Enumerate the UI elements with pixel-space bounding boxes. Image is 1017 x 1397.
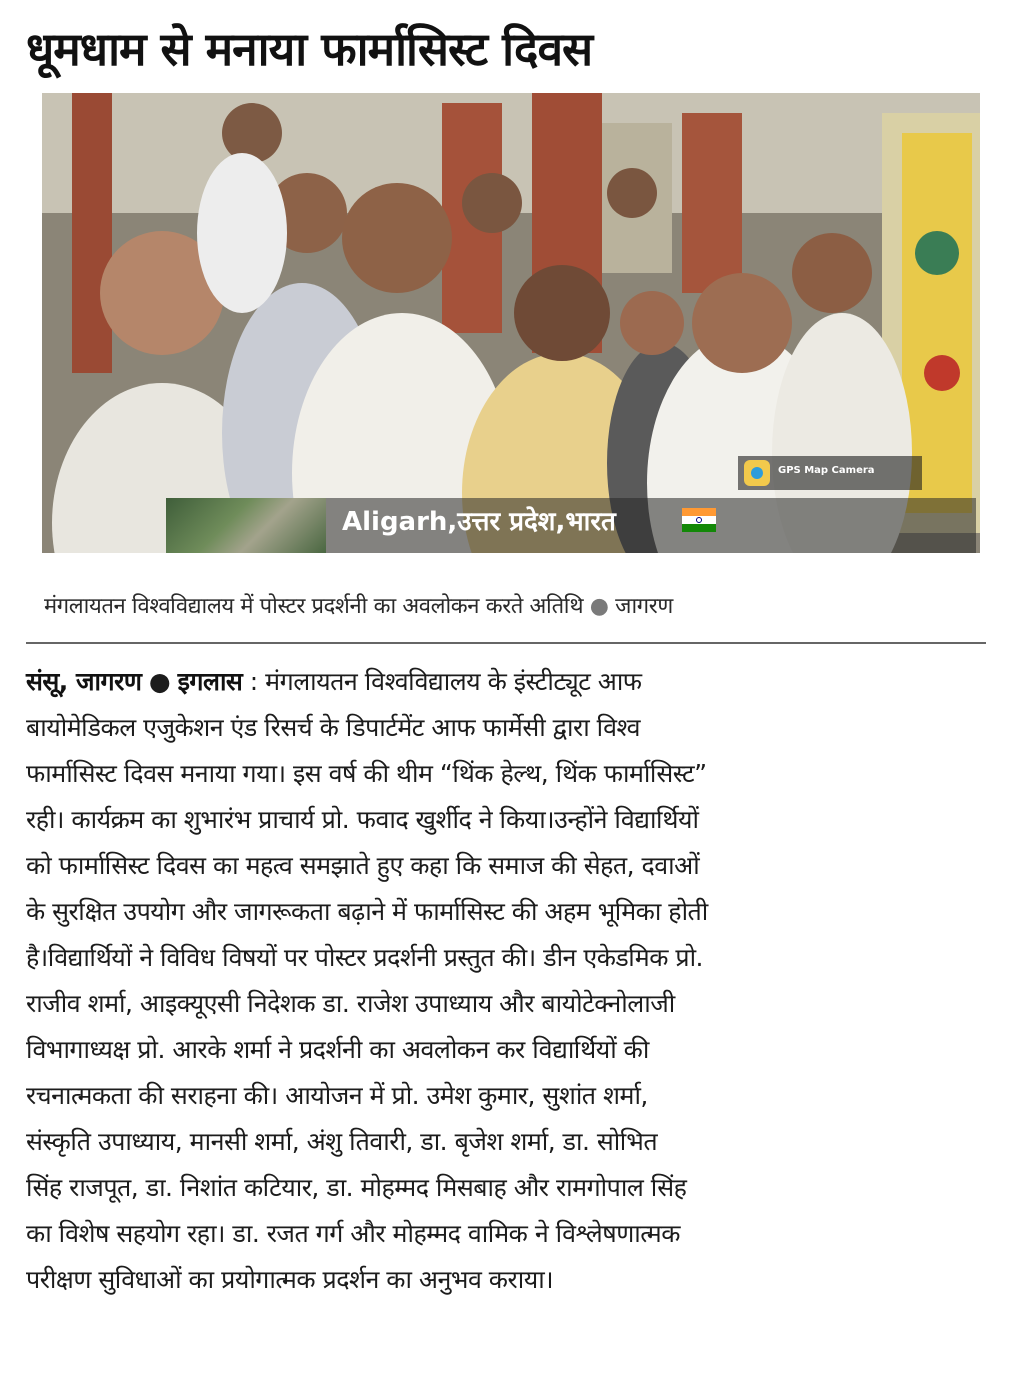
article-line: राजीव शर्मा, आइक्यूएसी निदेशक डा. राजेश उपाध्याय और बायोटेक्नोलाजी	[26, 989, 675, 1018]
divider	[26, 642, 986, 644]
caption-text: मंगलायतन विश्वविद्यालय में पोस्टर प्रदर्शनी का अवलोकन करते अतिथि	[44, 594, 584, 619]
article-line: सिंह राजपूत, डा. निशांत कटियार, डा. मोहम्मद मिसबाह और रामगोपाल सिंह	[26, 1173, 687, 1202]
article-line: परीक्षण सुविधाओं का प्रयोगात्मक प्रदर्शन का अनुभव कराया।	[26, 1265, 554, 1294]
photo-caption	[44, 586, 984, 628]
camera-app-label: GPS Map Camera	[778, 465, 875, 476]
location-stamp	[166, 498, 976, 553]
map-thumbnail	[166, 498, 326, 553]
dateline: इगलास	[177, 667, 243, 696]
location-text: Aligarh,उत्तर प्रदेश,भारत	[342, 507, 616, 537]
article-line-text: मंगलायतन विश्वविद्यालय के इंस्टीट्यूट आफ	[265, 667, 642, 696]
article-line: रचनात्मकता की सराहना की। आयोजन में प्रो. उमेश कुमार, सुशांत शर्मा,	[26, 1081, 648, 1110]
news-photo	[42, 93, 980, 553]
dateline-separator: :	[249, 667, 258, 696]
article-body	[26, 659, 991, 1303]
article-line: है।विद्यार्थियों ने विविध विषयों पर पोस्टर प्रदर्शनी प्रस्तुत की। डीन एकेडमिक प्रो.	[26, 943, 703, 972]
article-line: को फार्मासिस्ट दिवस का महत्व समझाते हुए कहा कि समाज की सेहत, दवाओं	[26, 851, 700, 880]
article-line	[26, 659, 991, 705]
article-line: बायोमेडिकल एजुकेशन एंड रिसर्च के डिपार्टमेंट आफ फार्मेसी द्वारा विश्व	[26, 713, 641, 742]
headline: धूमधाम से मनाया फार्मासिस्ट दिवस	[26, 22, 593, 76]
byline-bullet: ●	[148, 667, 171, 696]
india-flag-icon	[682, 508, 716, 532]
article-line: फार्मासिस्ट दिवस मनाया गया। इस वर्ष की थीम “थिंक हेल्थ, थिंक फार्मासिस्ट”	[26, 759, 707, 788]
camera-app-badge	[738, 456, 922, 490]
caption-source: जागरण	[615, 594, 673, 619]
article-line: का विशेष सहयोग रहा। डा. रजत गर्ग और मोहम्मद वामिक ने विश्लेषणात्मक	[26, 1219, 680, 1248]
byline: संसू, जागरण	[26, 667, 142, 696]
article-line: रही। कार्यक्रम का शुभारंभ प्राचार्य प्रो. फवाद खुर्शीद ने किया।उन्होंने विद्यार्थियों	[26, 805, 699, 834]
article-line: संस्कृति उपाध्याय, मानसी शर्मा, अंशु तिवारी, डा. बृजेश शर्मा, डा. सोभित	[26, 1127, 658, 1156]
article-line: विभागाध्यक्ष प्रो. आरके शर्मा ने प्रदर्शनी का अवलोकन कर विद्यार्थियों की	[26, 1035, 649, 1064]
article-line: के सुरक्षित उपयोग और जागरूकता बढ़ाने में फार्मासिस्ट की अहम भूमिका होती	[26, 897, 708, 926]
camera-app-icon	[744, 460, 770, 486]
caption-bullet: ●	[589, 594, 609, 619]
